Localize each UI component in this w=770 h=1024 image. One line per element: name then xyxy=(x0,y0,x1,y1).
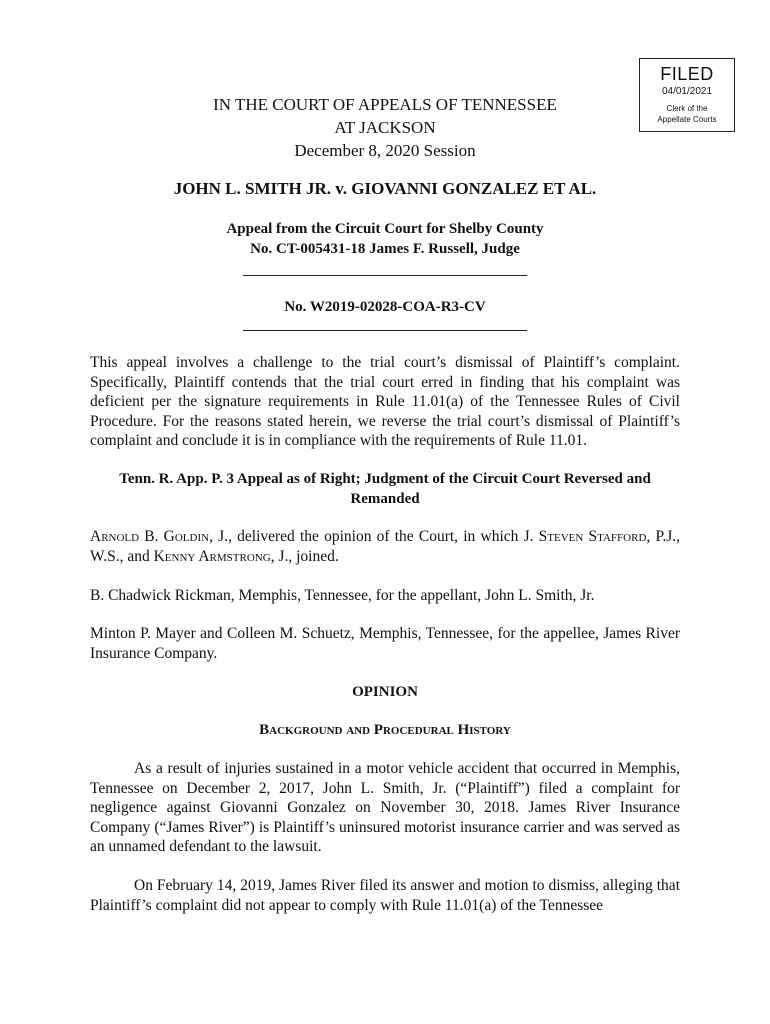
case-caption: JOHN L. SMITH JR. v. GIOVANNI GONZALEZ ET AL. xyxy=(173,179,597,198)
counsel-appellee: Minton P. Mayer and Colleen M. Schuetz, Memphis, Tennessee, for the appellee, James River Insurance Company. xyxy=(90,625,680,662)
case-summary: This appeal involves a challenge to the trial court’s dismissal of Plaintiff’s complaint. Specifically, Plaintiff contends that the trial court erred in finding that his complaint was deficient per the signature requirements in Rule 11.01(a) of the Tennessee Rules of Civil Procedure. For the reasons stated herein, we reverse the trial court’s dismissal of Plaintiff’s complaint and conclude it is in compliance with the requirements of Rule 11.01. xyxy=(90,354,680,449)
trial-case-number: No. CT-005431-18 James F. Russell, Judge xyxy=(250,241,520,257)
filed-stamp-clerk-line: Clerk of the xyxy=(666,104,708,113)
session-date: December 8, 2020 Session xyxy=(294,141,476,160)
filed-stamp-date: 04/01/2021 xyxy=(661,86,713,97)
court-location: AT JACKSON xyxy=(334,118,436,137)
filed-stamp-title: FILED xyxy=(660,64,714,84)
disposition-line: Remanded xyxy=(350,491,420,507)
body-paragraph: As a result of injuries sustained in a motor vehicle accident that occurred in Memphis, Tennessee on December 2, 2017, John L. Smith, Jr. (“Plaintiff”) filed a complaint for negligence against Giovanni Gonzalez on November 30, 2018. James River Insurance Company (“James River”) is Plaintiff’s uninsured motorist insurance carrier and was served as an unnamed defendant to the lawsuit. xyxy=(90,760,680,855)
counsel-appellant: B. Chadwick Rickman, Memphis, Tennessee, for the appellant, John L. Smith, Jr. xyxy=(90,587,595,604)
divider-line xyxy=(243,330,527,331)
divider-line xyxy=(243,275,527,276)
court-heading xyxy=(90,93,680,162)
appeal-info xyxy=(90,219,680,259)
body-paragraph: On February 14, 2019, James River filed its answer and motion to dismiss, alleging that Plaintiff’s complaint did not appear to comply with Rule 11.01(a) of the Tennessee xyxy=(90,877,680,914)
opinion-heading: OPINION xyxy=(352,684,418,700)
court-name: IN THE COURT OF APPEALS OF TENNESSEE xyxy=(213,95,557,114)
disposition xyxy=(90,469,680,509)
authorship-text: , J., joined. xyxy=(270,547,339,565)
docket-number: No. W2019-02028-COA-R3-CV xyxy=(284,299,486,315)
appeal-origin: Appeal from the Circuit Court for Shelby County xyxy=(226,221,544,237)
authorship-text: , P.J., W.S., and xyxy=(90,528,681,565)
authorship-text: , J., delivered the opinion of the Court, in which J. xyxy=(209,528,539,545)
filed-stamp-courts-line: Appellate Courts xyxy=(657,115,717,124)
authorship-line xyxy=(90,527,680,566)
author-judge: Arnold B. Goldin xyxy=(90,528,210,545)
section-heading: Background and Procedural History xyxy=(259,722,511,738)
disposition-line: Tenn. R. App. P. 3 Appeal as of Right; Judgment of the Circuit Court Reversed and xyxy=(119,471,651,487)
joining-judge: Steven Stafford xyxy=(538,528,647,545)
joining-judge: Kenny Armstrong xyxy=(153,547,271,565)
